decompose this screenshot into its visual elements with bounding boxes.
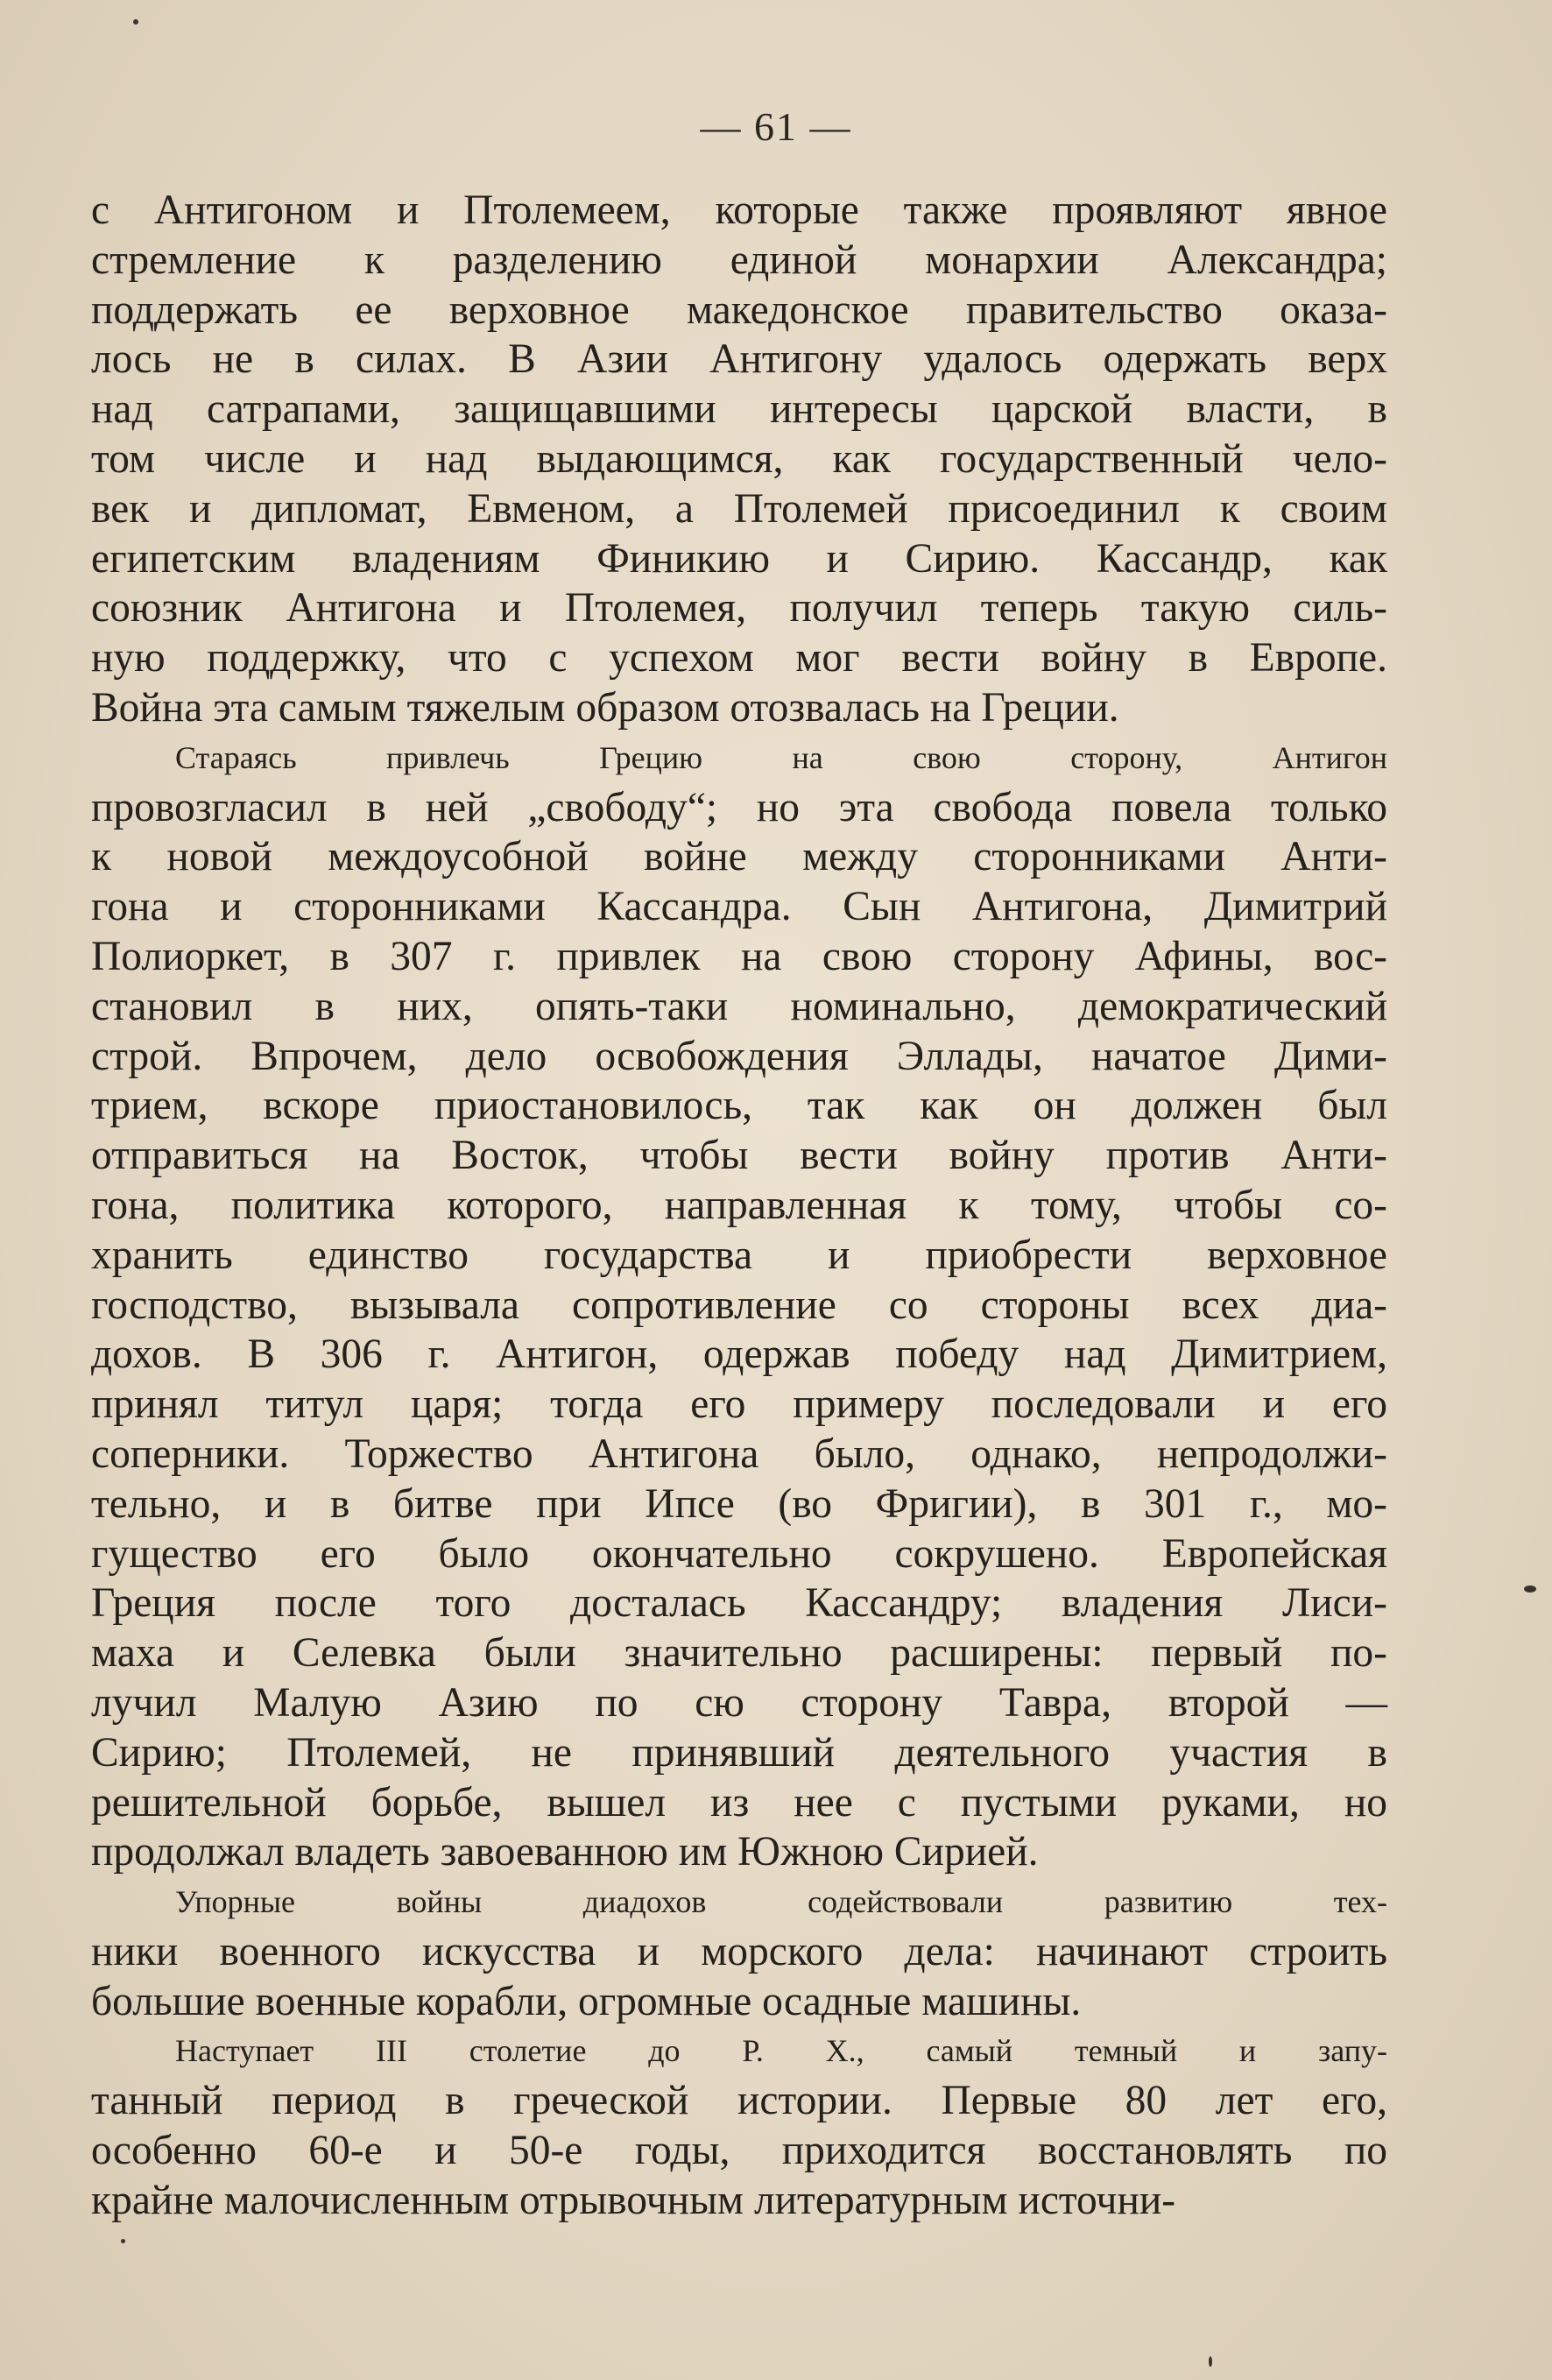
text-line: стремление к разделению единой монархии Александра; bbox=[91, 237, 1387, 283]
text-line: строй. Впрочем, дело освобождения Эллады, начатое Дими- bbox=[91, 1033, 1387, 1079]
text-line: особенно 60-е и 50-е годы, приходится восстановлять по bbox=[91, 2128, 1387, 2174]
text-line: Стараясь привлечь Грецию на свою сторону, Антигон bbox=[175, 739, 1387, 775]
text-line: египетским владениям Финикию и Сирию. Кассандр, как bbox=[91, 535, 1387, 582]
text-line: маха и Селевка были значительно расширены: первый по- bbox=[91, 1630, 1387, 1677]
text-line: принял титул царя; тогда его примеру последовали и его bbox=[91, 1381, 1387, 1428]
text-line: продолжал владеть завоеванною им Южною Сирией. bbox=[91, 1829, 1039, 1875]
text-line: к новой междоусобной войне между сторонниками Анти- bbox=[91, 834, 1387, 880]
text-line: танный период в греческой истории. Первые 80 лет его, bbox=[91, 2078, 1387, 2124]
text-line: лучил Малую Азию по сю сторону Тавра, второй — bbox=[91, 1679, 1387, 1726]
text-line: ники военного искусства и морского дела: начинают строить bbox=[91, 1928, 1387, 1974]
text-line: том числе и над выдающимся, как государственный чело- bbox=[91, 435, 1387, 482]
text-line: Война эта самым тяжелым образом отозвалась на Греции. bbox=[91, 684, 1119, 731]
text-line: гона и сторонниками Кассандра. Сын Антигона, Димитрий bbox=[91, 884, 1387, 930]
text-line: становил в них, опять-таки номинально, демократический bbox=[91, 983, 1387, 1029]
text-line: Греция после того досталась Кассандру; владения Лиси- bbox=[91, 1580, 1387, 1627]
text-line: над сатрапами, защищавшими интересы царской власти, в bbox=[91, 386, 1387, 433]
text-line: провозгласил в ней „свободу“; но эта свобода повела только bbox=[91, 784, 1387, 830]
text-line: Наступает III столетие до Р. Х., самый темный и запу- bbox=[175, 2033, 1387, 2069]
paper-speck bbox=[1209, 2356, 1212, 2367]
text-line: с Антигоном и Птолемеем, которые также проявляют явное bbox=[91, 187, 1387, 233]
text-line: Упорные войны диадохов содействовали развитию тех- bbox=[175, 1884, 1387, 1920]
text-line: Сирию; Птолемей, не принявший деятельного участия в bbox=[91, 1729, 1387, 1776]
paper-speck bbox=[121, 2239, 125, 2243]
text-line: хранить единство государства и приобрести верховное bbox=[91, 1232, 1387, 1278]
text-line: трием, вскоре приостановилось, так как он должен был bbox=[91, 1083, 1387, 1129]
text-line: Полиоркет, в 307 г. привлек на свою сторону Афины, вос- bbox=[91, 933, 1387, 979]
text-line: тельно, и в битве при Ипсе (во Фригии), в 301 г., мо- bbox=[91, 1480, 1387, 1527]
paper-speck bbox=[133, 19, 138, 25]
body-text bbox=[91, 186, 1387, 2226]
paper-speck bbox=[1524, 1585, 1536, 1593]
page-number: — 61 — bbox=[700, 104, 852, 149]
text-line: лось не в силах. В Азии Антигону удалось одержать верх bbox=[91, 336, 1387, 383]
text-line: поддержать ее верховное македонское правительство оказа- bbox=[91, 286, 1387, 333]
text-line: решительной борьбе, вышел из нее с пустыми руками, но bbox=[91, 1779, 1387, 1826]
text-line: соперники. Торжество Антигона было, однако, непродолжи- bbox=[91, 1430, 1387, 1477]
text-line: ную поддержку, что с успехом мог вести войну в Европе. bbox=[91, 635, 1387, 682]
text-line: отправиться на Восток, чтобы вести войну против Анти- bbox=[91, 1133, 1387, 1179]
text-line: гущество его было окончательно сокрушено. Европейская bbox=[91, 1530, 1387, 1577]
text-line: союзник Антигона и Птолемея, получил теперь такую силь- bbox=[91, 585, 1387, 632]
text-line: век и дипломат, Евменом, а Птолемей присоединил к своим bbox=[91, 485, 1387, 532]
text-line: дохов. В 306 г. Антигон, одержав победу над Димитрием, bbox=[91, 1331, 1387, 1378]
text-line: гона, политика которого, направленная к тому, чтобы со- bbox=[91, 1182, 1387, 1228]
text-line: большие военные корабли, огромные осадные машины. bbox=[91, 1978, 1082, 2024]
text-line: господство, вызывала сопротивление со стороны всех диа- bbox=[91, 1282, 1387, 1328]
text-line: крайне малочисленным отрывочным литературным источни- bbox=[91, 2177, 1176, 2223]
